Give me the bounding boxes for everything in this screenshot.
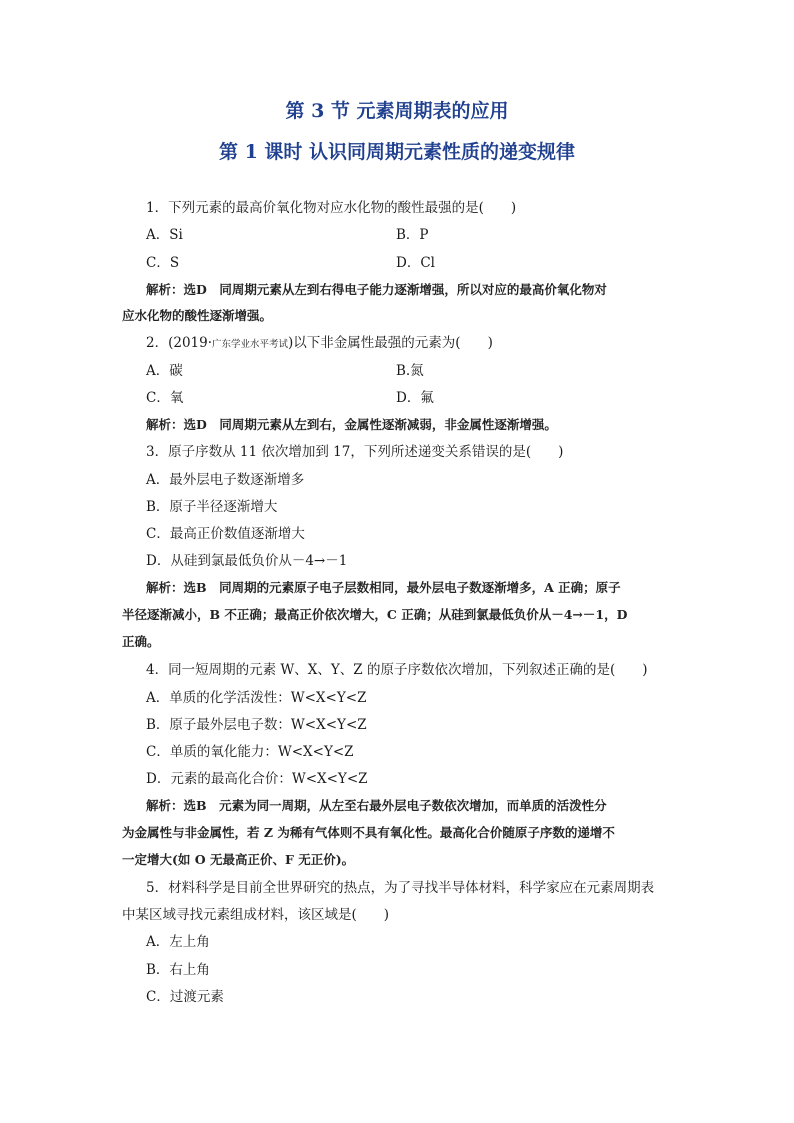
question-1-option-d: D．Cl bbox=[396, 255, 435, 271]
question-3-explanation-line-2: 半径逐渐减小，B 不正确；最高正价依次增大，C 正确；从硅到氯最低负价从－4→－1，D bbox=[122, 607, 628, 622]
question-1-stem: 1．下列元素的最高价氧化物对应水化物的酸性最强的是( ) bbox=[146, 200, 517, 216]
question-4-option-b: B．原子最外层电子数：W<X<Y<Z bbox=[146, 717, 367, 733]
question-4-option-a: A．单质的化学活泼性：W<X<Y<Z bbox=[146, 690, 367, 706]
question-3-explanation-line-3: 正确。 bbox=[122, 634, 160, 649]
question-3-explanation-line-1: 解析：选B 同周期的元素原子电子层数相同，最外层电子数逐渐增多，A 正确；原子 bbox=[146, 580, 621, 595]
question-1-option-a: A．Si bbox=[146, 227, 183, 243]
question-5-option-a: A．左上角 bbox=[146, 934, 210, 950]
question-3-option-a: A．最外层电子数逐渐增多 bbox=[146, 472, 305, 488]
question-1-explanation-line-2: 应水化物的酸性逐渐增强。 bbox=[122, 308, 273, 323]
question-4-option-d: D．元素的最高化合价：W<X<Y<Z bbox=[146, 771, 368, 787]
question-1-option-b: B．P bbox=[396, 227, 429, 243]
page-subtitle: 第 1 课时 认识同周期元素性质的递变规律 bbox=[218, 141, 576, 163]
question-2-stem-prefix: 2．(2019· bbox=[146, 335, 213, 351]
question-5-option-b: B．右上角 bbox=[146, 962, 210, 978]
question-3-stem: 3．原子序数从 11 依次增加到 17，下列所述递变关系错误的是( ) bbox=[146, 444, 564, 460]
question-2-stem-suffix: )以下非金属性最强的元素为( ) bbox=[288, 335, 493, 351]
question-2-option-c: C．氧 bbox=[146, 390, 184, 406]
question-2-option-b: B.氮 bbox=[396, 363, 424, 379]
question-4-explanation-line-2: 为金属性与非金属性，若 Z 为稀有气体则不具有氧化性。最高化合价随原子序数的递增不 bbox=[122, 825, 615, 840]
question-5-stem-line-2: 中某区域寻找元素组成材料，该区域是( ) bbox=[122, 907, 390, 923]
question-1-explanation-line-1: 解析：选D 同周期元素从左到右得电子能力逐渐增强，所以对应的最高价氧化物对 bbox=[146, 282, 607, 297]
question-4-option-c: C．单质的氧化能力：W<X<Y<Z bbox=[146, 744, 354, 760]
question-4-stem: 4．同一短周期的元素 W、X、Y、Z 的原子序数依次增加，下列叙述正确的是( ) bbox=[146, 662, 648, 678]
question-4-explanation-line-3: 一定增大(如 O 无最高正价、F 无正价)。 bbox=[122, 852, 355, 867]
question-5-stem-line-1: 5．材料科学是目前全世界研究的热点，为了寻找半导体材料，科学家应在元素周期表 bbox=[146, 880, 655, 896]
question-2-explanation-line-1: 解析：选D 同周期元素从左到右，金属性逐渐减弱，非金属性逐渐增强。 bbox=[146, 417, 557, 432]
question-4-explanation-line-1: 解析：选B 元素为同一周期，从左至右最外层电子数依次增加，而单质的活泼性分 bbox=[146, 798, 607, 813]
question-1-option-c: C．S bbox=[146, 255, 180, 271]
question-2-option-a: A．碳 bbox=[146, 363, 183, 379]
question-5-option-c: C．过渡元素 bbox=[146, 989, 224, 1005]
page-title: 第 3 节 元素周期表的应用 bbox=[285, 100, 509, 122]
question-3-option-d: D．从硅到氯最低负价从－4→－1 bbox=[146, 553, 348, 569]
question-3-option-c: C．最高正价数值逐渐增大 bbox=[146, 526, 305, 542]
question-2-option-d: D．氟 bbox=[396, 390, 434, 406]
question-2-stem bbox=[146, 333, 493, 355]
question-2-source: 广东学业水平考试 bbox=[212, 339, 289, 350]
question-3-option-b: B．原子半径逐渐增大 bbox=[146, 499, 278, 515]
